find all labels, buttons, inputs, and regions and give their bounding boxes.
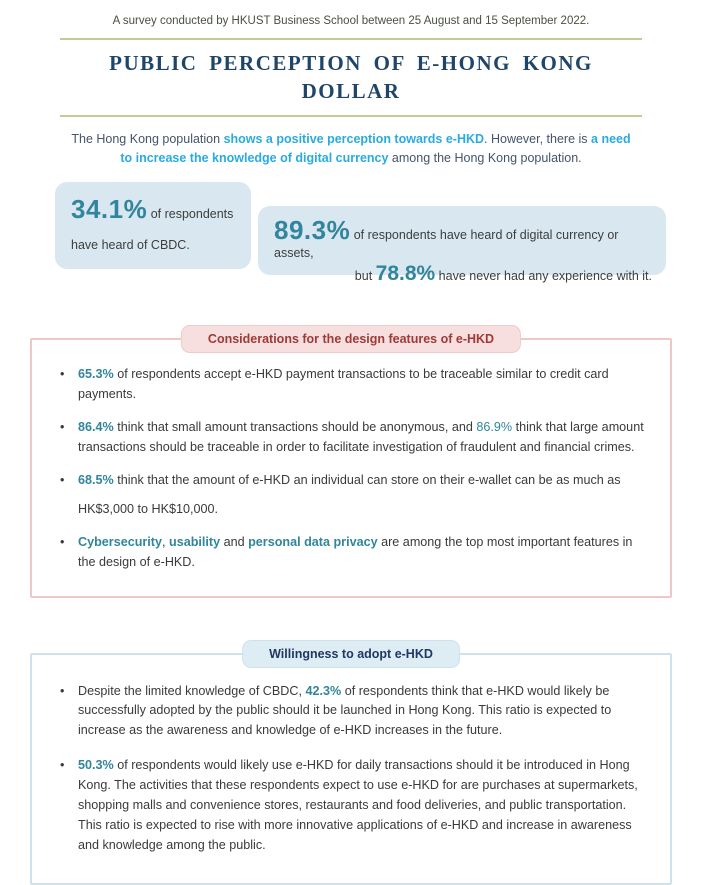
stat-digital-pre2: but: [354, 269, 376, 284]
bullet-ewallet-limit: • 68.5% think that the amount of e-HKD an individual can store on their e-wallet can be as much as HK$3,000 to HK$10,000.: [54, 471, 652, 520]
bullet-daily-use: • 50.3% of respondents would likely use e-HKD for daily transactions should it be introduced in Hong Kong. The activities that these respondents expect to use e-HKD for are purchases at supermarkets, shopping malls and convenience stores, restaurants and food deliveries, and public transportation. This ratio is expected to rise with more innovative applications of e-HKD and increase in awareness and knowledge among the public.: [54, 756, 652, 855]
section-badge-willingness: Willingness to adopt e-HKD: [242, 640, 460, 668]
bullet-traceable-payments: • 65.3% of respondents accept e-HKD payment transactions to be traceable similar to credit card payments.: [54, 365, 652, 405]
stat-digital-text1: of respondents have heard of digital currency or assets,: [274, 228, 619, 261]
stat-digital-line1: [274, 215, 652, 260]
stat-cbdc-value: 34.1%: [71, 194, 148, 225]
stat-digital-value1: 89.3%: [274, 215, 351, 246]
section-willingness-to-adopt: [30, 646, 672, 885]
stat-digital-line2: [274, 262, 652, 286]
bullet-adoption-likelihood: • Despite the limited knowledge of CBDC, 42.3% of respondents think that e-HKD would likely be successfully adopted by the public should it be launched in Hong Kong. This ratio is expected to increase as the awareness and knowledge of e-HKD increases in the future.: [54, 682, 652, 742]
stat-digital-value2: 78.8%: [375, 262, 436, 286]
stat-cbdc-line1: [71, 194, 235, 225]
willingness-bullet-list: [32, 655, 670, 883]
stat-box-digital-currency: [258, 206, 666, 286]
page-title: PUBLIC PERCEPTION OF E-HONG KONG DOLLAR: [109, 51, 593, 104]
stat-digital-text2: have never had any experience with it.: [435, 269, 652, 284]
stats-row: [0, 182, 702, 292]
header-divider-bottom: [60, 115, 642, 117]
stat-cbdc-text: of respondents: [147, 207, 234, 222]
section-badge-considerations: Considerations for the design features of e-HKD: [181, 325, 521, 353]
considerations-bullet-list: [32, 340, 670, 595]
bullet-top-features: • Cybersecurity, usability and personal data privacy are among the top most important features in the design of e-HKD.: [54, 533, 652, 573]
survey-note: A survey conducted by HKUST Business School between 25 August and 15 September 2022.: [112, 15, 590, 27]
intro-paragraph: The Hong Kong population shows a positive perception towards e-HKD. However, there is a need to increase the knowledge of digital currency among the Hong Kong population.: [71, 131, 631, 166]
stat-box-cbdc: [55, 182, 251, 269]
section-design-considerations: [30, 332, 672, 597]
stat-cbdc-line2: have heard of CBDC.: [71, 238, 190, 253]
bullet-anonymous-transactions: • 86.4% think that small amount transactions should be anonymous, and 86.9% think that large amount transactions should be traceable in order to facilitate investigation of fraudulent and financial crimes.: [54, 418, 652, 458]
header-divider-top: [60, 38, 642, 40]
